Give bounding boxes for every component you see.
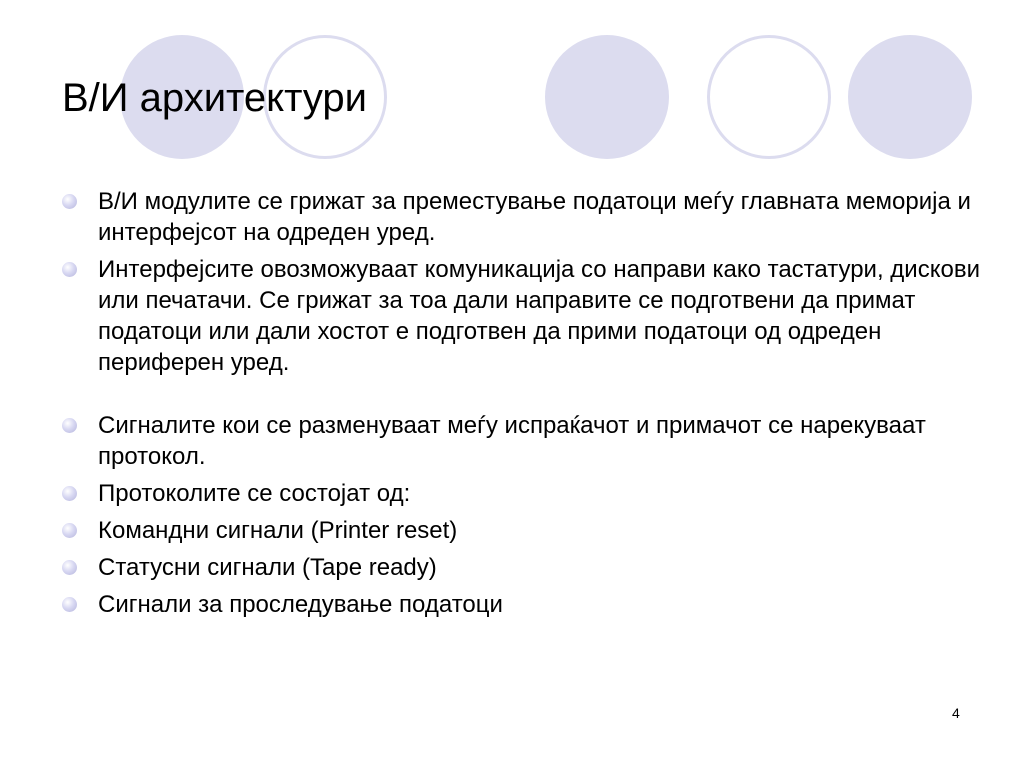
bullet-dot-icon xyxy=(62,597,77,612)
decorative-circle-outline xyxy=(707,35,831,159)
bullet-item xyxy=(62,589,1002,620)
bullet-dot-icon xyxy=(62,523,77,538)
bullet-item xyxy=(62,515,1002,546)
bullet-text: Сигнали за проследување податоци xyxy=(98,591,503,618)
bullet-text: Командни сигнали (Printer reset) xyxy=(98,517,458,544)
bullet-text: Статусни сигнали (Tape ready) xyxy=(98,554,437,581)
bullet-item xyxy=(62,478,1002,509)
bullet-dot-icon xyxy=(62,560,77,575)
bullet-text: В/И модулите се грижат за преместување податоци меѓу главната меморија и интерфејсот на одреден уред. xyxy=(98,188,971,246)
bullet-item xyxy=(62,254,1002,378)
bullet-dot-icon xyxy=(62,486,77,501)
bullet-dot-icon xyxy=(62,194,77,209)
slide-title: В/И архитектури xyxy=(62,76,368,120)
bullet-item xyxy=(62,552,1002,583)
bullet-list xyxy=(62,186,1002,626)
bullet-dot-icon xyxy=(62,418,77,433)
page-number: 4 xyxy=(952,705,960,721)
bullet-text: Протоколите се состојат од: xyxy=(98,480,411,507)
bullet-text: Сигналите кои се разменуваат меѓу испраќачот и примачот се нарекуваат протокол. xyxy=(98,412,926,470)
decorative-circle-filled xyxy=(545,35,669,159)
bullet-text: Интерфејсите овозможуваат комуникација со направи како тастатури, дискови или печатачи. Се грижат за тоа дали направите се подготвени да примат податоци или дали хостот е подготвен да прими податоци од одреден периферен уред. xyxy=(98,256,980,376)
bullet-item xyxy=(62,410,1002,472)
decorative-circle-filled xyxy=(848,35,972,159)
bullet-item xyxy=(62,186,1002,248)
bullet-dot-icon xyxy=(62,262,77,277)
